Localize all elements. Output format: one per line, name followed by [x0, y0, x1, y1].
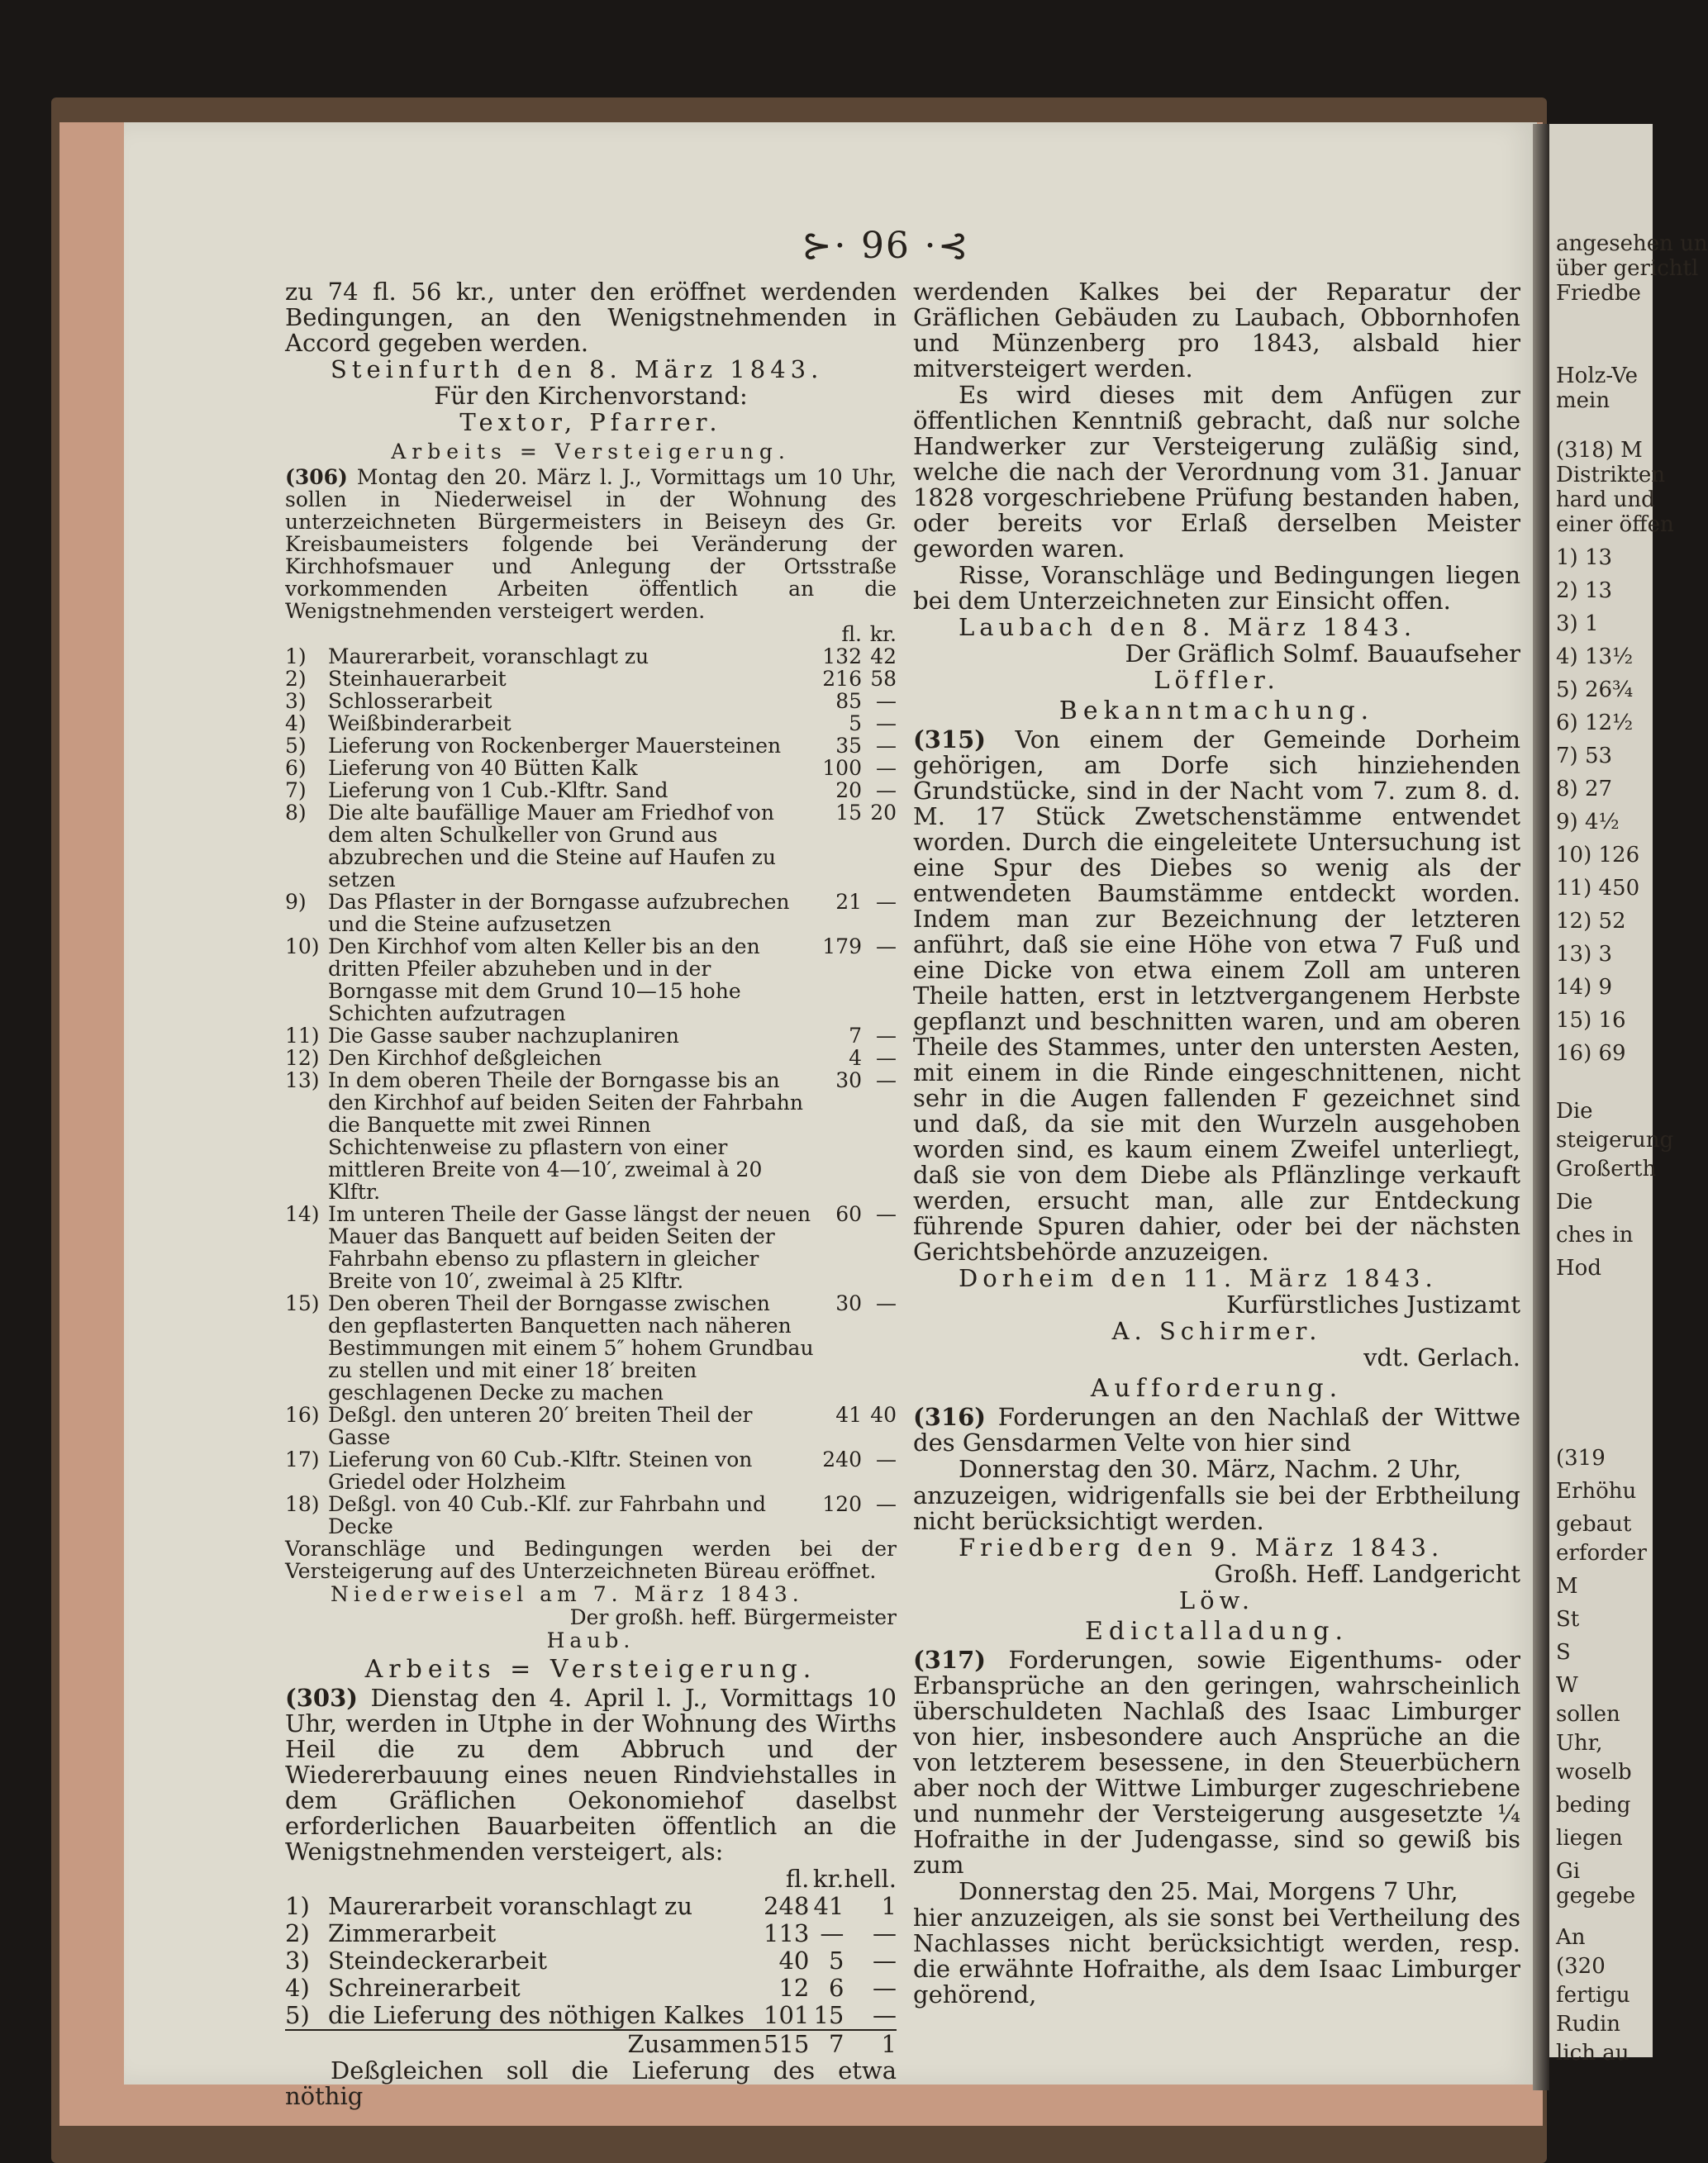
table-row [285, 1069, 897, 1203]
notice-heading: Bekanntmachung. [1059, 696, 1375, 725]
next-page-text: 3) 1 [1556, 611, 1599, 636]
item-fl: 5 [849, 711, 862, 735]
item-kr: — [876, 734, 897, 758]
place-date: Dorheim den 11. März 1843. [959, 1264, 1438, 1292]
next-page-text: Uhr, [1556, 1731, 1603, 1756]
vdt-line: vdt. Gerlach. [1363, 1343, 1520, 1371]
item-fl: 132 [822, 644, 862, 668]
next-page-text: 12) 52 [1556, 909, 1626, 934]
item-text: Das Pflaster in der Borngasse aufzubrechen und die Steine aufzusetzen [328, 890, 790, 936]
table-header-row [285, 623, 897, 645]
notice-306 [285, 440, 897, 1652]
item-kr: — [876, 934, 897, 958]
item-kr: — [876, 756, 897, 780]
next-page-text: 10) 126 [1556, 843, 1640, 868]
item-index: 11) [285, 1024, 320, 1048]
item-index: 9) [285, 890, 307, 914]
item-text: Lieferung von 40 Bütten Kalk [328, 756, 638, 780]
item-kr: 15 [813, 2001, 844, 2029]
notice-heading: Arbeits = Versteigerung. [364, 1655, 817, 1684]
item-text: Lieferung von 1 Cub.-Klftr. Sand [328, 778, 668, 802]
next-page-text: sollen [1556, 1702, 1620, 1727]
notice-text: Dienstag den 4. April l. J., Vormittags 10 Uhr, werden in Utphe in der Wohnung des Wirths Heil die zu dem Abbruch und der Wiedererbauung eines neuen Rindviehstalles in dem Gräflichen Oekonomiehof daselbst erforderlichen Bauarbeiten öffentlich an die Wenigstnehmenden versteigert, als: [285, 1684, 897, 1866]
next-page-text: 16) 69 [1556, 1041, 1626, 1066]
item-index: 17) [285, 1448, 320, 1471]
item-text: Steinhauerarbeit [328, 667, 507, 691]
item-index: 4) [285, 1974, 310, 2002]
item-kr: — [876, 711, 897, 735]
item-index: 1) [285, 644, 307, 668]
item-hell: — [873, 1974, 897, 2002]
item-index: 12) [285, 1046, 320, 1070]
item-fl: 113 [764, 1919, 810, 1947]
signer: Textor, Pfarrer. [459, 408, 722, 436]
item-kr: — [820, 1919, 844, 1947]
item-fl: 35 [835, 734, 862, 758]
item-text: Die Gasse sauber nachzuplaniren [328, 1024, 679, 1048]
next-page-text: liegen [1556, 1826, 1623, 1851]
left-column [285, 279, 897, 2110]
next-page-text: S [1556, 1640, 1571, 1665]
col-fl: fl. [841, 622, 862, 646]
item-kr: — [876, 1068, 897, 1092]
next-page-text: Gi [1556, 1859, 1581, 1884]
next-page-text: mein [1556, 388, 1610, 413]
page-header [802, 225, 970, 267]
item-fl: 12 [778, 1974, 810, 2002]
item-kr: — [876, 1492, 897, 1516]
item-text: Den oberen Theil der Borngasse zwischen den gepflasterten Banquetten nach näheren Bestimmungen mit einem 5″ hohem Grundbau zu stellen und mit einer 18′ breiten geschlagenen Decke zu machen [328, 1291, 814, 1405]
item-hell: — [873, 2001, 897, 2029]
next-page-text: M [1556, 1574, 1578, 1599]
table-row [285, 1047, 897, 1069]
item-fl: 100 [822, 756, 862, 780]
table-row [285, 1024, 897, 1047]
next-page-text: gegebe [1556, 1884, 1636, 1909]
notice-number: (306) [285, 465, 348, 489]
table-row [285, 2002, 897, 2030]
item-fl: 85 [835, 689, 862, 713]
item-kr: 40 [870, 1403, 897, 1427]
next-page-text: angesehen un [1556, 231, 1708, 256]
next-page-text: W [1556, 1673, 1578, 1698]
item-fl: 101 [764, 2001, 810, 2029]
table-row [285, 1920, 897, 1947]
closing-text: Voranschläge und Bedingungen werden bei der Versteigerung auf des Unterzeichneten Büreau eröffnet. [285, 1537, 897, 1583]
table-row [285, 801, 897, 891]
item-index: 16) [285, 1403, 320, 1427]
ornament-right: ⋅⊰ [923, 225, 970, 267]
for-line: Für den Kirchenvorstand: [434, 382, 748, 410]
item-fl: 30 [835, 1291, 862, 1315]
next-page-text: über gerichtl [1556, 256, 1699, 281]
next-page-text: einer öffen [1556, 512, 1674, 537]
signer-title: Kurfürstliches Justizamt [1226, 1291, 1520, 1319]
item-index: 10) [285, 934, 320, 958]
place-date: Steinfurth den 8. März 1843. [331, 355, 824, 383]
item-kr: 6 [828, 1974, 844, 2002]
signer: Löffler. [1154, 666, 1280, 694]
next-page-text: Die [1556, 1099, 1593, 1124]
next-page-text: Rudin [1556, 2012, 1621, 2037]
item-text: Im unteren Theile der Gasse längst der neuen Mauer das Banquett auf beiden Seiten der Fahrbahn ebenso zu pflastern in gleicher Breite von 10′, zweimal à 25 Klftr. [328, 1202, 811, 1293]
table-row [285, 668, 897, 690]
sum-label: Zusammen [328, 2030, 761, 2058]
next-page-text: fertigu [1556, 1983, 1630, 2008]
item-kr: — [876, 1046, 897, 1070]
table-row [285, 734, 897, 757]
next-page-text: 11) 450 [1556, 876, 1640, 901]
item-text: Lieferung von 60 Cub.-Klftr. Steinen von Griedel oder Holzheim [328, 1448, 753, 1494]
item-text: Lieferung von Rockenberger Mauersteinen [328, 734, 782, 758]
table-row [285, 935, 897, 1024]
notice-text-2: anzuzeigen, widrigenfalls sie bei der Erbtheilung nicht berücksichtigt werden. [913, 1481, 1520, 1535]
book-gutter [1533, 124, 1549, 2090]
item-index: 2) [285, 1919, 310, 1947]
signer: Löw. [1178, 1586, 1255, 1614]
item-index: 5) [285, 734, 307, 758]
date-line: Donnerstag den 25. Mai, Morgens 7 Uhr, [959, 1877, 1458, 1905]
notice-number: (303) [285, 1684, 358, 1712]
item-kr: 41 [813, 1892, 844, 1920]
table-row [285, 1493, 897, 1538]
ornament-left: ⊱⋅ [802, 225, 848, 267]
signer-title: Großh. Heff. Landgericht [1214, 1560, 1520, 1588]
sum-hell: 1 [844, 2030, 897, 2058]
item-fl: 30 [835, 1068, 862, 1092]
notice-number: (316) [913, 1403, 986, 1431]
item-index: 4) [285, 711, 307, 735]
next-page-text: steigerung [1556, 1128, 1674, 1153]
item-fl: 240 [822, 1448, 862, 1471]
place-date: Friedberg den 9. März 1843. [959, 1533, 1444, 1562]
next-page-text: St [1556, 1607, 1580, 1632]
notice-text: Forderungen, sowie Eigenthums- oder Erbansprüche an den geringen, wahrscheinlich überschuldeten Nachlaß des Isaac Limburger von hier, insbesondere auch Ansprüche an die von letzterem besessene, in den Steuerbüchern aber noch der Wittwe Limburger zugeschriebene und nunmehr der Versteigerung ausgesetzte ¼ Hofraithe in der Judengasse, sind so gewiß bis zum [913, 1646, 1521, 1879]
item-fl: 120 [822, 1492, 862, 1516]
next-page-text: 9) 4½ [1556, 810, 1620, 834]
next-page-text: Hod [1556, 1256, 1601, 1281]
signer: A. Schirmer. [1111, 1317, 1322, 1345]
next-page-fragment [1549, 124, 1708, 2066]
table-row [285, 1448, 897, 1493]
item-text: Maurerarbeit voranschlagt zu [328, 1892, 693, 1920]
item-text: Den Kirchhof vom alten Keller bis an den dritten Pfeiler abzuheben und in der Borngasse mit dem Grund 10—15 hohe Schichten aufzutragen [328, 934, 760, 1025]
item-index: 7) [285, 778, 307, 802]
item-kr: 58 [870, 667, 897, 691]
item-fl: 4 [849, 1046, 862, 1070]
sum-row [285, 2030, 897, 2058]
place-date: Niederweisel am 7. März 1843. [331, 1582, 804, 1606]
notice-text-2: hier anzuzeigen, als sie sonst bei Vertheilung des Nachlasses nicht berücksichtigt werden, resp. die erwähnte Hofraithe, als dem Isaac Limburger gehörend, [913, 1904, 1520, 2008]
item-kr: 42 [870, 644, 897, 668]
item-index: 3) [285, 689, 307, 713]
next-page-text: Die [1556, 1190, 1593, 1215]
item-fl: 60 [835, 1202, 862, 1226]
signer-title: Der Gräflich Solmf. Bauaufseher [1125, 639, 1520, 668]
next-page-text: (318) M [1556, 438, 1643, 463]
cost-table-303 [285, 1866, 897, 2058]
item-text: die Lieferung des nöthigen Kalkes [328, 2001, 745, 2029]
item-kr: — [876, 689, 897, 713]
item-fl: 216 [822, 667, 862, 691]
table-header-row [285, 1866, 897, 1893]
next-page-text: 5) 26¾ [1556, 677, 1634, 702]
item-fl: 40 [778, 1947, 810, 1975]
next-page-text: 13) 3 [1556, 942, 1613, 967]
item-text: Steindeckerarbeit [328, 1947, 548, 1975]
table-row [285, 1893, 897, 1920]
continued-text-2: Es wird dieses mit dem Anfügen zur öffentlichen Kenntniß gebracht, daß nur solche Handwerker zur Versteigerung zuläßig sind, welche die nach der Verordnung vom 31. Januar 1828 vorgeschriebene Prüfung bestanden haben, oder bereits vor Erlaß derselben Meister geworden waren. [913, 381, 1520, 563]
item-fl: 179 [822, 934, 862, 958]
item-text: Weißbinderarbeit [328, 711, 511, 735]
next-page-text: 6) 12½ [1556, 711, 1634, 735]
next-page-text: 15) 16 [1556, 1008, 1626, 1033]
notice-303 [285, 1657, 897, 2109]
item-text: In dem oberen Theile der Borngasse bis an den Kirchhof auf beiden Seiten der Fahrbahn die Banquette mit zwei Rinnen Schichtenweise zu pflastern von einer mittleren Breite von 4—10′, zweimal à 20 Klftr. [328, 1068, 803, 1204]
continued-text-3: Risse, Voranschläge und Bedingungen liegen bei dem Unterzeichneten zur Einsicht offen. [913, 561, 1520, 615]
table-row [285, 1947, 897, 1975]
item-kr: — [876, 890, 897, 914]
next-page-text: beding [1556, 1793, 1631, 1818]
item-text: Den Kirchhof deßgleichen [328, 1046, 602, 1070]
item-fl: 15 [835, 801, 862, 825]
item-index: 14) [285, 1202, 320, 1226]
next-page-text: Friedbe [1556, 281, 1641, 306]
notice-316 [913, 1376, 1520, 1614]
next-page-text: gebaut [1556, 1512, 1632, 1537]
item-text: Zimmerarbeit [328, 1919, 497, 1947]
notice-heading: Edictalladung. [1084, 1617, 1349, 1646]
item-fl: 21 [835, 890, 862, 914]
next-page-text: 8) 27 [1556, 777, 1613, 801]
item-kr: 5 [828, 1947, 844, 1975]
table-row [285, 779, 897, 801]
item-index: 2) [285, 667, 307, 691]
table-row [285, 645, 897, 668]
notice-heading: Aufforderung. [1090, 1374, 1344, 1403]
notice-heading: Arbeits = Versteigerung. [391, 440, 791, 464]
item-hell: — [873, 1919, 897, 1947]
col-kr: kr. [812, 1865, 844, 1893]
notice-317 [913, 1619, 1520, 2008]
item-kr: — [876, 1291, 897, 1315]
item-text: Die alte baufällige Mauer am Friedhof von dem alten Schulkeller von Grund aus abzubrechen und die Steine auf Haufen zu setzen [328, 801, 776, 891]
next-page-text: Holz-Ve [1556, 364, 1639, 388]
item-index: 13) [285, 1068, 320, 1092]
next-page-text: lich au [1556, 2041, 1629, 2066]
item-text: Maurerarbeit, voranschlagt zu [328, 644, 649, 668]
table-row [285, 891, 897, 935]
next-page-text: (320 [1556, 1954, 1606, 1979]
sum-fl: 515 [761, 2030, 809, 2058]
place-date: Laubach den 8. März 1843. [959, 613, 1417, 641]
item-index: 8) [285, 801, 307, 825]
item-fl: 41 [835, 1403, 862, 1427]
next-page-text: An [1556, 1925, 1586, 1950]
next-page-text: 14) 9 [1556, 975, 1613, 1000]
table-row [285, 712, 897, 734]
item-kr: 20 [870, 801, 897, 825]
notice-315 [913, 698, 1520, 1371]
item-index: 1) [285, 1892, 310, 1920]
cost-table-306 [285, 623, 897, 1538]
right-column [913, 279, 1520, 2008]
next-page-text: erforder [1556, 1541, 1647, 1566]
item-text: Deßgl. den unteren 20′ breiten Theil der Gasse [328, 1403, 753, 1449]
signer: Haub. [546, 1628, 635, 1652]
date-line: Donnerstag den 30. März, Nachm. 2 Uhr, [959, 1455, 1462, 1483]
item-index: 6) [285, 756, 307, 780]
page-number: 96 [860, 225, 911, 267]
item-index: 18) [285, 1492, 320, 1516]
item-kr: — [876, 778, 897, 802]
table-row [285, 690, 897, 712]
item-hell: — [873, 1947, 897, 1975]
next-page-text: hard und [1556, 487, 1655, 512]
table-row [285, 757, 897, 779]
col-kr: kr. [869, 622, 897, 646]
next-page-text: 4) 13½ [1556, 644, 1634, 669]
item-kr: — [876, 1202, 897, 1226]
col-hell: hell. [844, 1865, 897, 1893]
item-index: 5) [285, 2001, 310, 2029]
item-text: Schlosserarbeit [328, 689, 492, 713]
item-hell: 1 [881, 1892, 897, 1920]
item-index: 15) [285, 1291, 320, 1315]
next-page-text: 1) 13 [1556, 545, 1613, 570]
next-page-text: woselb [1556, 1760, 1632, 1785]
table-row [285, 1203, 897, 1292]
next-page-text: Erhöhu [1556, 1479, 1637, 1504]
next-page-text: 7) 53 [1556, 744, 1613, 768]
item-text: Schreinerarbeit [328, 1974, 521, 2002]
table-row [285, 1975, 897, 2002]
notice-number: (317) [913, 1646, 986, 1674]
notice-text: Von einem der Gemeinde Dorheim gehörigen, am Dorfe sich hinziehenden Grundstücke, sind in der Nacht vom 7. zum 8. d. M. 17 Stück Zwetschenstämme entwendet worden. Durch die eingeleitete Untersuchung ist eine Spur des Diebes so wenig als der entwendeten Baumstämme entdeckt worden. Indem man zur Bezeichnung der letzteren anführt, daß sie eine Höhe von etwa 7 Fuß und eine Dicke von etwa einem Zoll am unteren Theile hatten, erst in letztvergangenem Herbste gepflanzt und beschnitten waren, und am oberen Theile des Stammes, unter den untersten Aesten, mit einem in die Rinde eingeschnittenen, nicht sehr in die Augen fallenden F gezeichnet sind und daß, da sie mit den Wurzeln ausgehoben worden sind, es kaum einem Zweifel unterliegt, daß sie von dem Diebe als Pflänzlinge verkauft werden, ersucht man, alle zur Entdeckung führende Spuren dahier, oder bei der nächsten Gerichtsbehörde anzuzeigen. [913, 725, 1521, 1266]
item-fl: 20 [835, 778, 862, 802]
next-page-text: (319 [1556, 1446, 1606, 1471]
col-fl: fl. [785, 1865, 810, 1893]
next-page-text: 2) 13 [1556, 578, 1613, 603]
tail-text: Deßgleichen soll die Lieferung des etwa nöthig [285, 2056, 897, 2110]
item-index: 3) [285, 1947, 310, 1975]
next-page-text: ches in [1556, 1223, 1634, 1248]
notice-text: Montag den 20. März l. J., Vormittags um 10 Uhr, sollen in Niederweisel in der Wohnung des unterzeichneten Bürgermeisters in Beiseyn des Gr. Kreisbaumeisters folgende bei Veränderung der Kirchhofsmauer und Anlegung der Ortsstraße vorkommenden Arbeiten öffentlich an die Wenigstnehmenden versteigert werden. [285, 465, 897, 623]
table-row [285, 1404, 897, 1448]
item-kr: — [876, 1448, 897, 1471]
next-page-text: Distrikten [1556, 463, 1666, 487]
table-row [285, 1292, 897, 1404]
next-page-text: Großerth [1556, 1157, 1657, 1181]
sum-kr: 7 [809, 2030, 844, 2058]
item-kr: — [876, 1024, 897, 1048]
item-text: Deßgl. von 40 Cub.-Klf. zur Fahrbahn und Decke [328, 1492, 767, 1538]
continued-text: werdenden Kalkes bei der Reparatur der Gräflichen Gebäuden zu Laubach, Obbornhofen und Münzenberg pro 1843, alsbald hier mitversteigert werden. [913, 278, 1520, 383]
item-fl: 7 [849, 1024, 862, 1048]
intro-text: zu 74 fl. 56 kr., unter den eröffnet werdenden Bedingungen, an den Wenigstnehmenden in Accord gegeben werden. [285, 278, 897, 357]
notice-number: (315) [913, 725, 986, 753]
notice-text: Forderungen an den Nachlaß der Wittwe des Gensdarmen Velte von hier sind [913, 1403, 1521, 1457]
signer-title: Der großh. heff. Bürgermeister [569, 1605, 897, 1629]
item-fl: 248 [764, 1892, 810, 1920]
